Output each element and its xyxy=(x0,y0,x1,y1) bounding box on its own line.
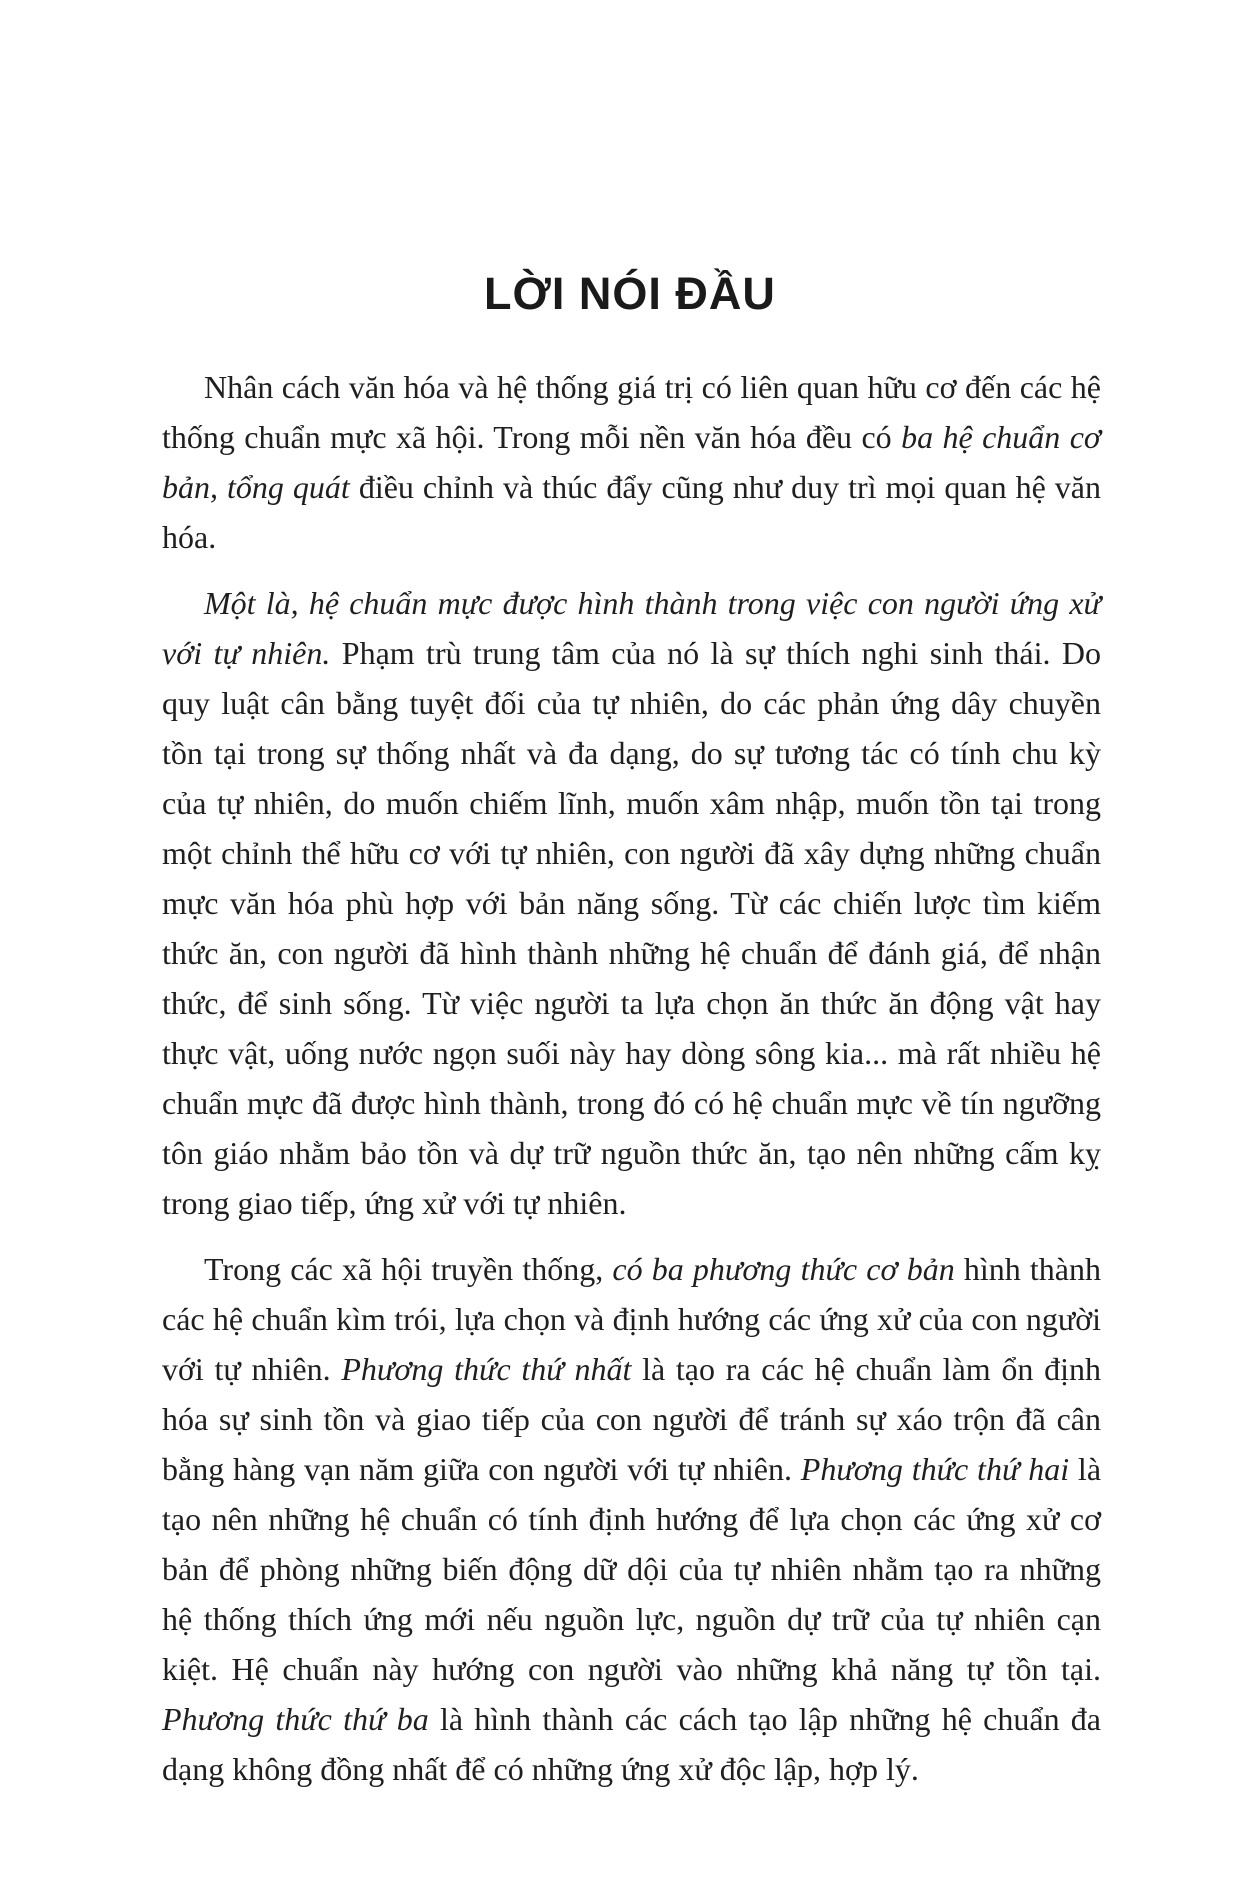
paragraph-3-text-e: là hình thành các cách tạo lập những hệ chuẩn đa dạng không đồng nhất để có những ứng xử độc lập, hợp lý. xyxy=(162,1701,1102,1787)
paragraph-3-emphasis-d: Phương thức thứ ba xyxy=(162,1701,429,1737)
paragraph-3 xyxy=(162,1244,1101,1794)
paragraph-3-text-c: là tạo ra các hệ chuẩn làm ổn định hóa sự sinh tồn và giao tiếp của con người để tránh sự xáo trộn đã cân bằng hàng vạn năm giữa con người với tự nhiên. xyxy=(162,1351,1102,1487)
paragraph-1-emphasis: ba hệ chuẩn cơ bản, tổng quát xyxy=(162,419,1102,505)
paragraph-3-text-a: Trong các xã hội truyền thống, xyxy=(204,1251,613,1287)
paragraph-2-text: Phạm trù trung tâm của nó là sự thích nghi sinh thái. Do quy luật cân bằng tuyệt đối của tự nhiên, do các phản ứng dây chuyền tồn tại trong sự thống nhất và đa dạng, do sự tương tác có tính chu kỳ của tự nhiên, do muốn chiếm lĩnh, muốn xâm nhập, muốn tồn tại trong một chỉnh thể hữu cơ với tự nhiên, con người đã xây dựng những chuẩn mực văn hóa phù hợp với bản năng sống. Từ các chiến lược tìm kiếm thức ăn, con người đã hình thành những hệ chuẩn để đánh giá, để nhận thức, để sinh sống. Từ việc người ta lựa chọn ăn thức ăn động vật hay thực vật, uống nước ngọn suối này hay dòng sông kia... mà rất nhiều hệ chuẩn mực đã được hình thành, trong đó có hệ chuẩn mực về tín ngưỡng tôn giáo nhằm bảo tồn và dự trữ nguồn thức ăn, tạo nên những cấm kỵ trong giao tiếp, ứng xử với tự nhiên. xyxy=(162,635,1102,1221)
paragraph-2-emphasis: Một là, hệ chuẩn mực được hình thành trong việc con người ứng xử với tự nhiên. xyxy=(162,585,1101,671)
paragraph-2 xyxy=(162,578,1101,1228)
paragraph-1-text-a: Nhân cách văn hóa và hệ thống giá trị có liên quan hữu cơ đến các hệ thống chuẩn mực xã hội. Trong mỗi nền văn hóa đều có xyxy=(162,369,1101,455)
paragraph-3-text-d: là tạo nên những hệ chuẩn có tính định hướng để lựa chọn các ứng xử cơ bản để phòng những biến động dữ dội của tự nhiên nhằm tạo ra những hệ thống thích ứng mới nếu nguồn lực, nguồn dự trữ của tự nhiên cạn kiệt. Hệ chuẩn này hướng con người vào những khả năng tự tồn tại. xyxy=(162,1451,1102,1687)
paragraph-1-text-b: điều chỉnh và thúc đẩy cũng như duy trì mọi quan hệ văn hóa. xyxy=(162,469,1102,555)
page-title: LỜI NÓI ĐẦU xyxy=(484,268,776,319)
paragraph-1 xyxy=(162,362,1101,562)
preface-body xyxy=(162,362,1101,1810)
paragraph-3-emphasis-a: có ba phương thức cơ bản xyxy=(612,1251,955,1287)
paragraph-3-text-b: hình thành các hệ chuẩn kìm trói, lựa chọn và định hướng các ứng xử của con người với tự nhiên. xyxy=(162,1251,1101,1387)
paragraph-3-emphasis-c: Phương thức thứ hai xyxy=(800,1451,1070,1487)
paragraph-3-emphasis-b: Phương thức thứ nhất xyxy=(341,1351,632,1387)
